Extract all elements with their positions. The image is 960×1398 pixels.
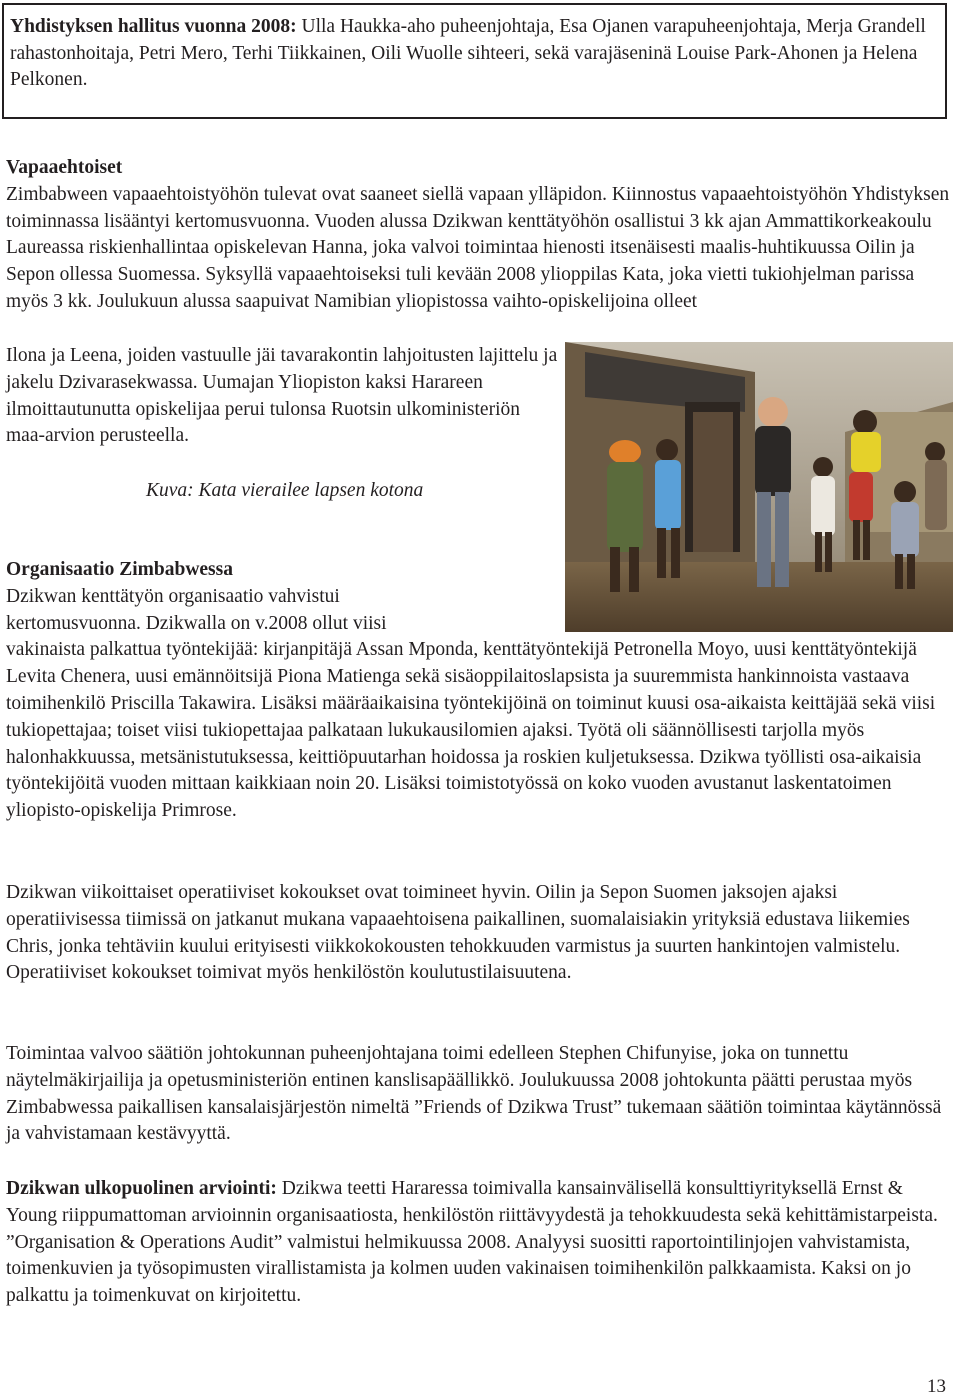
meetings-section <box>6 880 950 987</box>
board-label: Yhdistyksen hallitus vuonna 2008: <box>10 16 297 37</box>
volunteers-heading: Vapaaehtoiset <box>6 157 123 178</box>
organisation-paragraph: vakinaista palkattua työntekijää: kirjanpitäjä Assan Mponda, kenttätyöntekijä Petronella Moyo, uusi kenttätyöntekijä Levita Chenera, uusi emännöitsijä Piona Matienga sekä sisäoppilaitoslapsista ja suuremmista hankinnoista vastaava toimihenkilö Priscilla Takawira. Lisäksi määräaikaisina työntekijöinä on toiminut kuusi osa-aikaista keittäjää sekä viisi tukiopettajaa; toiset viisi tukiopettajaa palkataan lukukausilomien ajaksi. Työtä oli säännöllisesti tarjolla myös halonhakkuussa, metsänistutuksessa, keittiöpuutarhan hoidossa ja roskien kuljetuksessa. Dzikwa työllisti osa-aikaisia työntekijöitä vuoden mittaan kaikkiaan noin 20. Lisäksi toimistotyössä on koko vuoden avustanut laskentatoimen yliopisto-opiskelija Primrose. <box>6 639 936 822</box>
evaluation-section <box>6 1176 950 1310</box>
organisation-wrapped: Dzikwan kenttätyön organisaatio vahvistui kertomusvuonna. Dzikwalla on v.2008 ollut viisi <box>6 585 387 634</box>
board-zimbabwe-paragraph: Toimintaa valvoo säätiön johtokunnan puheenjohtajana toimi edelleen Stephen Chifunyise, joka on tunnettu näytelmäkirjailija ja opetusministeriön entinen kanslisapäällikkö. Joulukuussa 2008 johtokunta päätti perustaa myös Zimbabwessa paikallisen kansalaisjärjestön nimeltä ”Friends of Dzikwa Trust” tukemaan säätiön toimintaa käytännössä ja vahvistamaan kestävyyttä. <box>6 1043 942 1145</box>
volunteers-section <box>6 155 950 316</box>
evaluation-paragraph <box>6 1176 950 1310</box>
organisation-heading: Organisaatio Zimbabwessa <box>6 559 233 580</box>
photo-caption: Kuva: Kata vierailee lapsen kotona <box>146 480 424 501</box>
volunteers-paragraph: Zimbabween vapaaehtoistyöhön tulevat ovat saaneet siellä vapaan ylläpidon. Kiinnostus vapaaehtoistyöhön Yhdistyksen toiminnassa lisääntyi kertomusvuonna. Vuoden alussa Dzikwan kenttätyöhön osallistui 3 kk ajan Ammattikorkeakoulu Laureassa riskienhallintaa opiskelevan Hanna, joka valvoi toimintaa hienosti itsenäisesti maalis-huhtikuussa Oilin ja Sepon ollessa Suomessa. Syksyllä vapaaehtoiseksi tuli kevään 2008 ylioppilas Kata, joka vietti tukiohjelman parissa myös 3 kk. Joulukuun alussa saapuivat Namibian yliopistossa vaihto-opiskelijoina olleet <box>6 183 950 312</box>
volunteers-paragraph-wrapped: Ilona ja Leena, joiden vastuulle jäi tavarakontin lahjoitusten lajittelu ja jakelu Dzivarasekwassa. Uumajan Yliopiston kaksi Harareen ilmoittautunutta opiskelijaa perui tulonsa Ruotsin ulkoministeriön maa-arvion perusteella. <box>6 345 558 447</box>
evaluation-label: Dzikwan ulkopuolinen arviointi: <box>6 1178 277 1199</box>
board-zimbabwe-section <box>6 1041 950 1148</box>
evaluation-text: Dzikwa teetti Hararessa toimivalla kansainvälisellä konsulttiyrityksellä Ernst & Young riippumattoman arvioinnin organisaatiosta, henkilöstön riittävyydestä ja tehokkuudesta sekä kehittämistarpeista. ”Organisation & Operations Audit” valmistui helmikuussa 2008. Analyysi suositti raportointilinjojen vahvistamista, toimenkuvien ja työsopimusten virallistamista ja kolmen uuden vakinaisen toimihenkilön palkkaamista. Kaksi on jo palkattu ja toimenkuvat on kirjoitettu. <box>6 1178 938 1307</box>
board-text: Ulla Haukka-aho puheenjohtaja, Esa Ojanen varapuheenjohtaja, Merja Grandell rahastonhoitaja, Petri Mero, Terhi Tiikkainen, Oili Wuolle sihteeri, sekä varajäseninä Louise Park-Ahonen ja Helena Pelkonen. <box>10 16 926 90</box>
page-number: 13 <box>927 1376 946 1397</box>
organisation-section <box>6 557 950 825</box>
board-info-box <box>2 3 947 119</box>
volunteers-wrapped <box>6 343 558 450</box>
meetings-paragraph: Dzikwan viikoittaiset operatiiviset kokoukset ovat toimineet hyvin. Oilin ja Sepon Suomen jaksojen ajaksi operatiivisessa tiimissä on jatkanut mukana vapaaehtoisena paikallinen, suomalaisiakin yrityksiä edustava liikemies Chris, jonka tehtäviin kuului erityisesti viikkokokousten tehokkuuden varmistus ja suurten hankintojen valmistelu. Operatiiviset kokoukset toimivat myös henkilöstön koulutustilaisuutena. <box>6 882 910 984</box>
